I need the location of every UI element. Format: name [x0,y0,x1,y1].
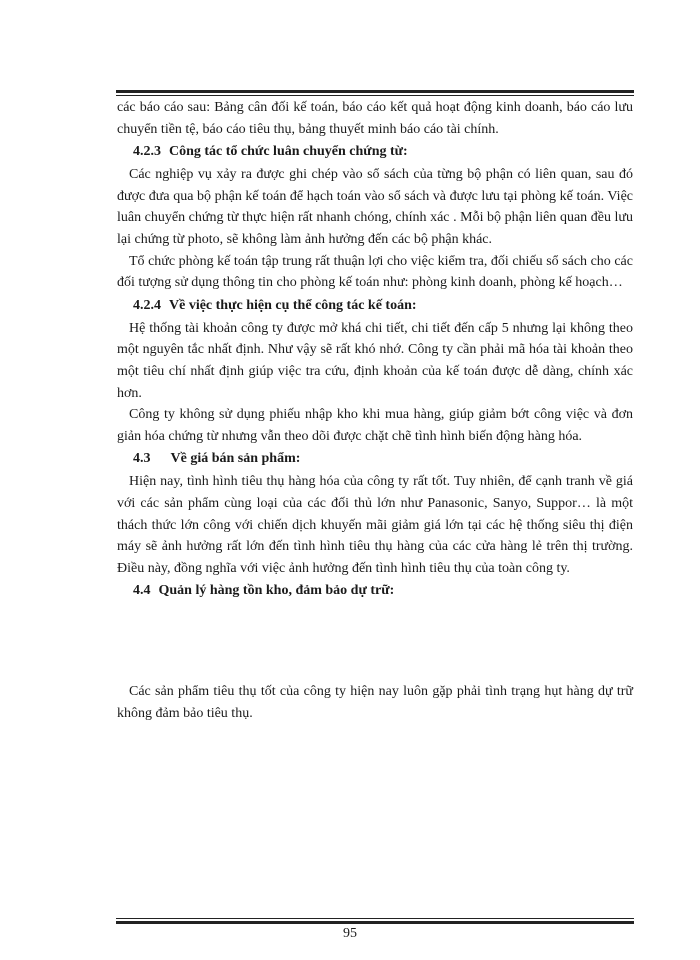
paragraph: Các sản phẩm tiêu thụ tốt của công ty hiện nay luôn gặp phải tình trạng hụt hàng dự trữ không đảm bảo tiêu thụ. [117,684,633,721]
intro-paragraph: các báo cáo sau: Bảng cân đối kế toán, báo cáo kết quả hoạt động kinh doanh, báo cáo lưu chuyển tiền tệ, báo cáo tiêu thụ, bảng thuyết minh báo cáo tài chính. [117,100,633,137]
paragraph: Công ty không sử dụng phiếu nhập kho khi mua hàng, giúp giảm bớt công việc và đơn giản hóa chứng từ nhưng vẫn theo dõi được chặt chẽ tình hình biến động hàng hóa. [117,407,633,444]
blank-space [117,603,633,681]
page-content [117,97,633,724]
header-rule [116,90,634,96]
footer-rule [116,918,634,924]
section-heading-4-4: 4.4 Quản lý hàng tồn kho, đảm bảo dự trữ: [133,583,395,599]
section-heading-4-2-3: 4.2.3 Công tác tổ chức luân chuyển chứng từ: [133,144,408,160]
section-heading-4-3: 4.3 Về giá bán sản phẩm: [133,451,301,467]
paragraph: Hệ thống tài khoản công ty được mở khá chi tiết, chi tiết đến cấp 5 nhưng lại không theo một nguyên tắc nhất định. Như vậy sẽ rất khó nhớ. Công ty cần phải mã hóa tài khoản theo một tiêu chí nhất định giúp việc tra cứu, định khoản của kế toán được dễ dàng, chính xác hơn. [117,320,633,401]
paragraph: Các nghiệp vụ xảy ra được ghi chép vào sổ sách của từng bộ phận có liên quan, sau đó được đưa qua bộ phận kế toán để hạch toán vào sổ sách và được lưu tại phòng kế toán. Việc luân chuyển chứng từ thực hiện rất nhanh chóng, chính xác . Mỗi bộ phận liên quan đều lưu lại chứng từ photo, sẽ không làm ảnh hưởng đến các bộ phận khác. [117,167,633,247]
section-heading-4-2-4: 4.2.4 Về việc thực hiện cụ thể công tác kế toán: [133,297,417,313]
page-number: 95 [343,926,357,941]
paragraph: Tổ chức phòng kế toán tập trung rất thuận lợi cho việc kiểm tra, đối chiếu sổ sách cho các đối tượng sử dụng thông tin cho phòng kế toán như: phòng kinh doanh, phòng kế hoạch… [117,253,633,291]
paragraph: Hiện nay, tình hình tiêu thụ hàng hóa của công ty rất tốt. Tuy nhiên, để cạnh tranh về giá với các sản phẩm cùng loại của các đối thủ lớn như Panasonic, Sanyo, Suppor… là một thách thức lớn công với chiến dịch khuyến mãi giảm giá lớn tại các hệ thống siêu thị điện máy sẽ ảnh hưởng rất lớn đến tình hình tiêu thụ hàng của các cửa hàng lẻ trên thị trường. Điều này, đồng nghĩa với việc ảnh hưởng đến tình hình tiêu thụ của toàn công ty. [117,474,633,576]
